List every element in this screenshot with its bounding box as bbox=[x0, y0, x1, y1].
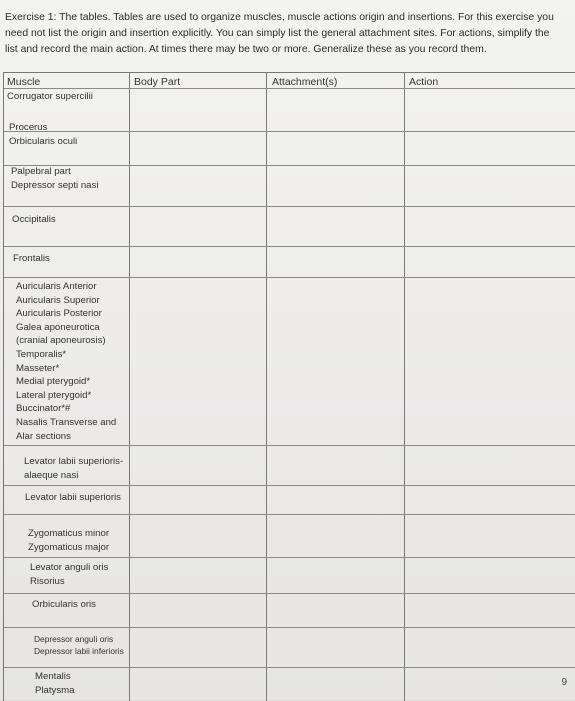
row-divider bbox=[4, 667, 575, 668]
header-muscle: Muscle bbox=[7, 76, 41, 88]
header-attachments: Attachment(s) bbox=[272, 76, 338, 88]
muscle-cell: Corrugator supercilii bbox=[7, 91, 93, 102]
row-divider bbox=[4, 593, 575, 594]
muscle-table bbox=[3, 72, 575, 701]
page-number: 9 bbox=[561, 677, 567, 688]
row-divider bbox=[4, 514, 575, 515]
header-underline bbox=[4, 88, 575, 89]
muscle-cell: Depressor anguli oris Depressor labii inferioris bbox=[34, 634, 124, 656]
exercise-instructions: Exercise 1: The tables. Tables are used to organize muscles, muscle actions origin and insertions. For this exercise you need not list the origin and insertion explicitly. You can simply list the general attachment sites. For actions, simplify the list and record the main action. At times there may be two or more. Generalize these as you record them. bbox=[5, 12, 554, 55]
header-body-part: Body Part bbox=[134, 76, 181, 88]
row-divider bbox=[4, 206, 575, 207]
column-divider bbox=[404, 73, 405, 701]
row-divider bbox=[4, 131, 575, 132]
header-action: Action bbox=[409, 76, 439, 88]
muscle-cell: Zygomaticus minor Zygomaticus major bbox=[28, 528, 110, 553]
row-divider bbox=[4, 485, 575, 486]
muscle-cell: Palpebral part Depressor septi nasi bbox=[11, 166, 99, 191]
column-divider bbox=[266, 73, 267, 701]
muscle-cell: Auricularis Anterior Auricularis Superior Auricularis Posterior Galea aponeurotica (cranial aponeurosis) Temporalis* Masseter* Medial pterygoid* Lateral pterygoid* Buccinator*# Nasalis Transverse and Alar sections bbox=[16, 281, 117, 442]
column-divider bbox=[129, 73, 130, 701]
row-divider bbox=[4, 445, 575, 446]
muscle-cell: Mentalis Platysma bbox=[35, 671, 75, 696]
muscle-cell: Orbicularis oris bbox=[32, 599, 96, 610]
muscle-cell: Frontalis bbox=[13, 253, 50, 264]
muscle-cell: Levator anguli oris Risorius bbox=[30, 562, 109, 587]
muscle-cell: Levator labii superioris bbox=[25, 492, 121, 503]
row-divider bbox=[4, 627, 575, 628]
row-divider bbox=[4, 557, 575, 558]
row-divider bbox=[4, 277, 575, 278]
muscle-cell: Levator labii superioris- alaeque nasi bbox=[24, 456, 124, 481]
muscle-cell: Occipitalis bbox=[12, 214, 56, 225]
row-divider bbox=[4, 246, 575, 247]
muscle-cell: Procerus Orbicularis oculi bbox=[9, 122, 78, 147]
